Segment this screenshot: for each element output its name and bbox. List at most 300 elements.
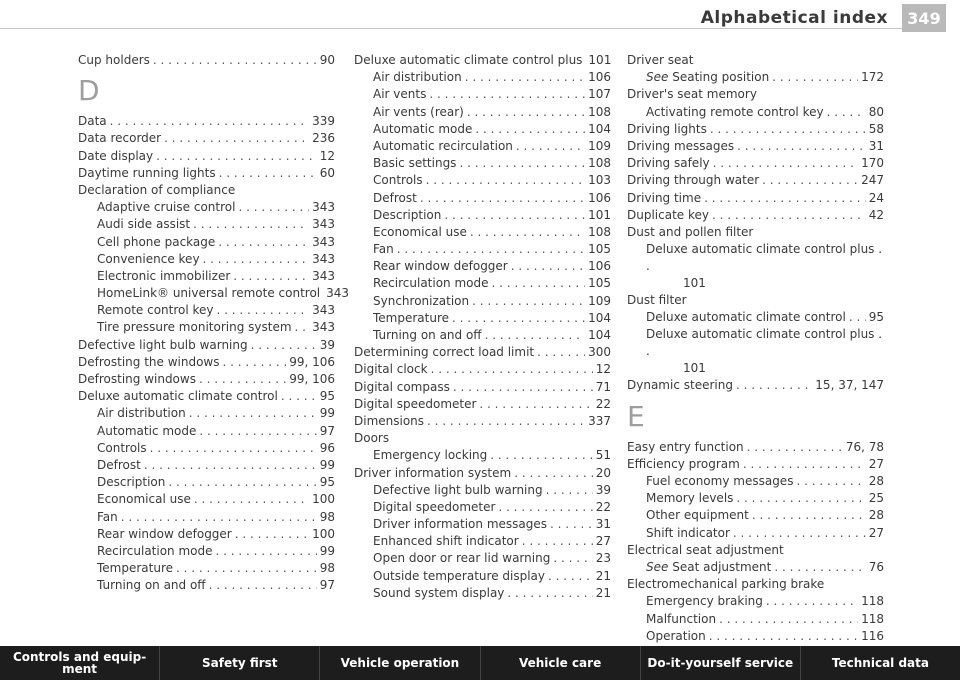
chapter-tab-label: Vehicle operation bbox=[340, 656, 460, 670]
index-term: Rear window defogger bbox=[373, 259, 508, 274]
index-term: Dust and pollen filter bbox=[627, 224, 754, 239]
header-rule bbox=[0, 28, 905, 29]
index-subentry[interactable] bbox=[627, 490, 884, 507]
index-term: Defrosting the windows bbox=[78, 354, 220, 369]
chapter-tab-2[interactable] bbox=[320, 646, 480, 680]
leader-dots bbox=[475, 121, 585, 138]
index-subentry[interactable] bbox=[627, 104, 884, 121]
index-entry[interactable] bbox=[627, 207, 884, 224]
index-pages: 95 bbox=[319, 389, 335, 404]
index-pages: 106 bbox=[588, 259, 611, 274]
index-heading bbox=[627, 52, 884, 69]
index-heading bbox=[354, 430, 611, 447]
index-term: Digital clock bbox=[354, 362, 428, 377]
index-subentry[interactable] bbox=[354, 138, 611, 155]
index-pages: 39 bbox=[319, 337, 335, 352]
index-term: Driver's seat memory bbox=[627, 87, 757, 102]
index-pages: 28 bbox=[868, 508, 884, 523]
index-subentry[interactable] bbox=[354, 585, 611, 602]
leader-dots bbox=[827, 104, 866, 121]
index-entry[interactable] bbox=[78, 371, 335, 388]
leader-dots bbox=[420, 190, 585, 207]
leader-dots bbox=[736, 490, 865, 507]
leader-dots bbox=[470, 224, 585, 241]
index-term: Description bbox=[373, 207, 442, 222]
index-term: Convenience key bbox=[97, 251, 200, 266]
leader-dots bbox=[209, 577, 317, 594]
leader-dots bbox=[774, 559, 865, 576]
index-pages: 21 bbox=[595, 568, 611, 583]
index-entry[interactable] bbox=[354, 344, 611, 361]
leader-dots bbox=[762, 172, 858, 189]
index-term: Other equipment bbox=[646, 508, 749, 523]
index-pages: 12 bbox=[319, 148, 335, 163]
index-term: Recirculation mode bbox=[97, 543, 213, 558]
index-term: Declaration of compliance bbox=[78, 182, 236, 197]
index-entry[interactable] bbox=[627, 172, 884, 189]
index-term: Tire pressure monitoring system bbox=[97, 320, 292, 335]
index-term: Defective light bulb warning bbox=[78, 337, 248, 352]
index-subentry[interactable] bbox=[78, 268, 335, 285]
leader-dots bbox=[467, 104, 585, 121]
index-term: Seating position bbox=[672, 70, 770, 85]
index-pages: 80 bbox=[868, 104, 884, 119]
leader-dots bbox=[219, 165, 317, 182]
index-entry[interactable] bbox=[78, 337, 335, 354]
leader-dots bbox=[522, 533, 593, 550]
leader-dots bbox=[766, 593, 858, 610]
index-heading bbox=[627, 224, 884, 241]
leader-dots bbox=[733, 525, 866, 542]
index-term: Deluxe automatic climate control plus . . bbox=[646, 242, 883, 274]
leader-dots bbox=[713, 155, 858, 172]
chapter-tab-label: Safety first bbox=[201, 656, 278, 670]
leader-dots bbox=[233, 268, 309, 285]
index-pages: 97 bbox=[319, 423, 335, 438]
index-entry[interactable] bbox=[354, 379, 611, 396]
index-term: Controls bbox=[97, 440, 147, 455]
leader-dots bbox=[199, 423, 316, 440]
index-subentry[interactable] bbox=[354, 499, 611, 516]
index-term: Controls bbox=[373, 173, 423, 188]
index-term: Digital speedometer bbox=[354, 396, 477, 411]
index-term: Dust filter bbox=[627, 293, 687, 308]
index-pages: 236 bbox=[312, 131, 335, 146]
index-subentry[interactable] bbox=[627, 611, 884, 628]
leader-dots bbox=[222, 354, 286, 371]
index-entry[interactable] bbox=[78, 388, 335, 405]
index-term: Deluxe automatic climate control bbox=[646, 310, 846, 325]
chapter-tab-label: Controls and equip- ment bbox=[12, 650, 147, 676]
index-subentry[interactable] bbox=[627, 309, 884, 326]
index-pages: 101 bbox=[683, 361, 706, 376]
index-pages: 104 bbox=[588, 121, 611, 136]
leader-dots bbox=[796, 473, 865, 490]
index-term: Fan bbox=[97, 509, 118, 524]
leader-dots bbox=[479, 396, 592, 413]
index-term: Temperature bbox=[373, 310, 450, 325]
index-term: Driving time bbox=[627, 190, 702, 205]
index-pages: 118 bbox=[861, 611, 884, 626]
index-term: Temperature bbox=[97, 561, 174, 576]
index-term: Driver information system bbox=[354, 465, 512, 480]
index-term: Dynamic steering bbox=[627, 378, 733, 393]
index-term: Digital compass bbox=[354, 379, 450, 394]
index-term: Dimensions bbox=[354, 413, 425, 428]
index-pages: 95 bbox=[868, 310, 884, 325]
index-subentry[interactable] bbox=[78, 440, 335, 457]
index-term: Automatic mode bbox=[373, 121, 473, 136]
leader-dots bbox=[194, 491, 309, 508]
index-pages: 24 bbox=[868, 190, 884, 205]
index-pages: 96 bbox=[319, 440, 335, 455]
index-term: Recirculation mode bbox=[373, 276, 489, 291]
leader-dots bbox=[743, 456, 866, 473]
index-term: Data recorder bbox=[78, 131, 162, 146]
index-subentry[interactable] bbox=[354, 207, 611, 224]
leader-dots bbox=[235, 526, 309, 543]
leader-dots bbox=[498, 499, 592, 516]
index-pages: 106 bbox=[588, 70, 611, 85]
index-subentry[interactable] bbox=[78, 491, 335, 508]
index-subentry[interactable] bbox=[78, 526, 335, 543]
leader-dots bbox=[121, 509, 317, 526]
index-term: Automatic mode bbox=[97, 423, 197, 438]
index-term: Rear window defogger bbox=[97, 526, 232, 541]
index-entry[interactable] bbox=[354, 52, 611, 69]
index-heading bbox=[627, 576, 884, 593]
index-subentry[interactable] bbox=[78, 319, 335, 336]
index-term: Deluxe automatic climate control plus . . bbox=[646, 327, 883, 359]
index-subentry[interactable] bbox=[627, 326, 884, 377]
index-term: Operation bbox=[646, 628, 706, 643]
index-pages: 108 bbox=[588, 156, 611, 171]
index-term: HomeLink® universal remote control bbox=[97, 286, 321, 301]
index-subentry[interactable] bbox=[78, 423, 335, 440]
index-pages: 31 bbox=[868, 138, 884, 153]
index-subentry[interactable] bbox=[354, 86, 611, 103]
index-pages: 116 bbox=[861, 628, 884, 643]
index-subentry[interactable] bbox=[354, 155, 611, 172]
index-pages: 51 bbox=[595, 448, 611, 463]
index-entry[interactable] bbox=[78, 113, 335, 130]
index-pages: 103 bbox=[588, 173, 611, 188]
leader-dots bbox=[516, 138, 585, 155]
index-pages: 109 bbox=[588, 138, 611, 153]
leader-dots bbox=[397, 241, 585, 258]
chapter-tab-3[interactable] bbox=[481, 646, 641, 680]
index-term: Defrost bbox=[97, 457, 141, 472]
leader-dots bbox=[747, 439, 843, 456]
index-pages: 343 bbox=[312, 234, 335, 249]
index-subentry[interactable] bbox=[78, 302, 335, 319]
index-entry[interactable] bbox=[627, 377, 884, 394]
index-subentry[interactable] bbox=[354, 447, 611, 464]
index-entry[interactable] bbox=[627, 190, 884, 207]
index-term: Emergency locking bbox=[373, 448, 488, 463]
index-entry[interactable] bbox=[627, 121, 884, 138]
index-entry[interactable] bbox=[354, 396, 611, 413]
leader-dots bbox=[295, 319, 310, 336]
index-term: Outside temperature display bbox=[373, 568, 546, 583]
index-term: Digital speedometer bbox=[373, 499, 496, 514]
index-pages: 99, 106 bbox=[289, 354, 335, 369]
index-subentry[interactable] bbox=[354, 327, 611, 344]
index-term: Seat adjustment bbox=[672, 559, 772, 574]
index-entry[interactable] bbox=[354, 413, 611, 430]
index-entry[interactable] bbox=[354, 465, 611, 482]
index-term: Activating remote control key bbox=[646, 104, 824, 119]
leader-dots bbox=[216, 543, 317, 560]
index-term: Data bbox=[78, 114, 107, 129]
index-subentry[interactable] bbox=[627, 559, 884, 576]
index-pages: 109 bbox=[588, 293, 611, 308]
leader-dots bbox=[431, 361, 593, 378]
index-term: Defrosting windows bbox=[78, 372, 196, 386]
index-pages: 98 bbox=[319, 509, 335, 524]
index-pages: 76, 78 bbox=[845, 439, 884, 454]
index-pages: 22 bbox=[595, 499, 611, 514]
index-term: Electrical seat adjustment bbox=[627, 542, 784, 557]
page-title: Alphabetical index bbox=[700, 8, 888, 28]
index-pages: 90 bbox=[319, 53, 335, 67]
index-heading bbox=[627, 542, 884, 559]
index-pages: 343 bbox=[312, 200, 335, 215]
index-pages: 27 bbox=[868, 525, 884, 540]
index-term: Memory levels bbox=[646, 491, 734, 506]
index-subentry[interactable] bbox=[78, 199, 335, 216]
index-term: Turning on and off bbox=[97, 578, 206, 593]
index-pages: 101 bbox=[588, 207, 611, 222]
index-pages: 15, 37, 147 bbox=[815, 378, 884, 393]
index-term: Open door or rear lid warning bbox=[373, 551, 551, 566]
leader-dots bbox=[737, 138, 866, 155]
index-term: Doors bbox=[354, 431, 390, 446]
index-subentry[interactable] bbox=[78, 509, 335, 526]
index-heading bbox=[627, 86, 884, 103]
leader-dots bbox=[193, 216, 309, 233]
index-term: Fuel economy messages bbox=[646, 474, 794, 488]
leader-dots bbox=[217, 302, 310, 319]
index-pages: 22 bbox=[595, 396, 611, 411]
index-term: Driving through water bbox=[627, 173, 760, 188]
leader-dots bbox=[849, 309, 866, 326]
index-subentry[interactable] bbox=[78, 234, 335, 251]
index-pages: 343 bbox=[312, 217, 335, 232]
index-pages: 60 bbox=[319, 165, 335, 180]
index-pages: 76 bbox=[868, 559, 884, 574]
index-subentry[interactable] bbox=[78, 457, 335, 474]
index-term: Defrost bbox=[373, 190, 417, 205]
index-entry[interactable] bbox=[78, 354, 335, 371]
leader-dots bbox=[485, 327, 586, 344]
leader-dots bbox=[704, 190, 866, 207]
section-letter: E bbox=[627, 399, 645, 433]
leader-dots bbox=[752, 507, 866, 524]
index-term: Cup holders bbox=[78, 53, 150, 67]
leader-dots bbox=[472, 293, 585, 310]
chapter-tab-label: Do-it-yourself service bbox=[647, 656, 794, 670]
chapter-tab-label: Vehicle care bbox=[518, 656, 602, 670]
index-subentry[interactable] bbox=[354, 482, 611, 499]
leader-dots bbox=[709, 628, 858, 645]
index-term: Air vents bbox=[373, 87, 427, 102]
index-pages: 42 bbox=[868, 207, 884, 222]
index-subentry[interactable] bbox=[354, 258, 611, 275]
index-heading bbox=[627, 292, 884, 309]
index-term: Deluxe automatic climate control bbox=[78, 389, 278, 404]
index-subentry[interactable] bbox=[354, 275, 611, 292]
leader-dots bbox=[553, 550, 592, 567]
index-pages: 172 bbox=[861, 70, 884, 85]
index-term: Economical use bbox=[373, 224, 467, 239]
index-subentry[interactable] bbox=[354, 121, 611, 138]
leader-dots bbox=[218, 234, 309, 251]
index-subentry[interactable] bbox=[354, 568, 611, 585]
index-term: Driving lights bbox=[627, 121, 707, 136]
index-subentry[interactable] bbox=[354, 224, 611, 241]
index-subentry[interactable] bbox=[627, 593, 884, 610]
index-entry[interactable] bbox=[78, 165, 335, 182]
index-term: Turning on and off bbox=[373, 328, 482, 342]
index-subentry[interactable] bbox=[78, 216, 335, 233]
index-pages: 339 bbox=[312, 114, 335, 129]
chapter-tab-0[interactable] bbox=[0, 646, 160, 680]
leader-dots bbox=[153, 52, 317, 69]
index-pages: 343 bbox=[312, 251, 335, 266]
leader-dots bbox=[772, 69, 858, 86]
index-pages: 25 bbox=[868, 491, 884, 506]
leader-dots bbox=[251, 337, 317, 354]
index-entry[interactable] bbox=[78, 130, 335, 147]
index-entry[interactable] bbox=[78, 148, 335, 165]
index-pages: 247 bbox=[861, 173, 884, 188]
index-subentry[interactable] bbox=[627, 69, 884, 86]
index-entry[interactable] bbox=[78, 52, 335, 69]
index-subentry[interactable] bbox=[78, 405, 335, 422]
index-term: Date display bbox=[78, 148, 154, 163]
index-subentry[interactable] bbox=[78, 543, 335, 560]
index-subentry[interactable] bbox=[354, 104, 611, 121]
section-letter: D bbox=[78, 74, 100, 108]
leader-dots bbox=[453, 379, 593, 396]
index-subentry[interactable] bbox=[78, 285, 350, 302]
leader-dots bbox=[429, 86, 585, 103]
index-subentry[interactable] bbox=[78, 560, 335, 577]
index-term: Emergency braking bbox=[646, 594, 763, 609]
chapter-tab-1[interactable] bbox=[160, 646, 320, 680]
page-number: 349 bbox=[902, 4, 946, 32]
index-subentry[interactable] bbox=[354, 310, 611, 327]
index-subentry[interactable] bbox=[354, 241, 611, 258]
index-term: Automatic recirculation bbox=[373, 138, 513, 153]
index-term: Driver seat bbox=[627, 53, 694, 67]
index-entry[interactable] bbox=[627, 155, 884, 172]
leader-dots bbox=[492, 275, 586, 292]
index-entry[interactable] bbox=[627, 439, 884, 456]
index-pages: 99 bbox=[319, 543, 335, 558]
index-subentry[interactable] bbox=[354, 550, 611, 567]
index-subentry[interactable] bbox=[78, 251, 335, 268]
leader-dots bbox=[459, 155, 585, 172]
leader-dots bbox=[427, 413, 585, 430]
index-pages: 100 bbox=[312, 526, 335, 541]
index-pages: 343 bbox=[326, 286, 350, 301]
index-subentry[interactable] bbox=[627, 473, 884, 490]
leader-dots bbox=[444, 207, 585, 224]
index-pages: 108 bbox=[588, 104, 611, 119]
leader-dots bbox=[537, 344, 585, 361]
leader-dots bbox=[548, 568, 593, 585]
index-pages: 97 bbox=[319, 578, 335, 593]
index-subentry[interactable] bbox=[627, 628, 884, 645]
leader-dots bbox=[546, 482, 593, 499]
index-pages: 21 bbox=[595, 585, 611, 600]
leader-dots bbox=[238, 199, 309, 216]
index-term: Remote control key bbox=[97, 303, 214, 318]
leader-dots bbox=[514, 465, 593, 482]
index-pages: 95 bbox=[319, 475, 335, 490]
index-term: Efficiency program bbox=[627, 456, 740, 471]
chapter-tab-5[interactable] bbox=[801, 646, 960, 680]
index-pages: 106 bbox=[588, 190, 611, 205]
index-term: Easy entry function bbox=[627, 439, 744, 454]
index-subentry[interactable] bbox=[627, 241, 884, 292]
index-term: Driving messages bbox=[627, 138, 735, 153]
index-pages: 99, 106 bbox=[289, 372, 335, 386]
index-pages: 105 bbox=[588, 242, 611, 257]
index-subentry[interactable] bbox=[78, 474, 335, 491]
index-term: Air vents (rear) bbox=[373, 104, 464, 119]
index-entry[interactable] bbox=[627, 456, 884, 473]
index-term: Fan bbox=[373, 242, 394, 257]
index-subentry[interactable] bbox=[78, 577, 335, 594]
index-subentry[interactable] bbox=[354, 69, 611, 86]
index-term: Deluxe automatic climate control plus bbox=[354, 53, 583, 67]
chapter-tab-4[interactable] bbox=[641, 646, 801, 680]
index-subentry[interactable] bbox=[354, 190, 611, 207]
index-subentry[interactable] bbox=[627, 525, 884, 542]
index-term: Audi side assist bbox=[97, 217, 191, 232]
index-pages: 118 bbox=[861, 594, 884, 609]
leader-dots bbox=[156, 148, 317, 165]
index-term: Electronic immobilizer bbox=[97, 268, 231, 283]
index-entry[interactable] bbox=[354, 361, 611, 378]
index-subentry[interactable] bbox=[354, 172, 611, 189]
index-pages: 343 bbox=[312, 268, 335, 283]
index-entry[interactable] bbox=[627, 138, 884, 155]
index-term: Cell phone package bbox=[97, 234, 216, 249]
index-subentry[interactable] bbox=[354, 533, 611, 550]
index-pages: 99 bbox=[319, 457, 335, 472]
index-pages: 105 bbox=[588, 276, 611, 291]
leader-dots bbox=[150, 440, 317, 457]
index-term: Basic settings bbox=[373, 156, 457, 171]
index-pages: 104 bbox=[588, 328, 611, 342]
index-pages: 27 bbox=[595, 534, 611, 549]
index-term: Sound system display bbox=[373, 585, 505, 600]
index-term: Driving safely bbox=[627, 156, 710, 171]
index-subentry[interactable] bbox=[354, 293, 611, 310]
index-pages: 104 bbox=[588, 310, 611, 325]
index-pages: 12 bbox=[595, 362, 611, 377]
index-subentry[interactable] bbox=[354, 516, 611, 533]
index-heading bbox=[78, 182, 335, 199]
leader-dots bbox=[710, 121, 866, 138]
index-pages: 71 bbox=[595, 379, 611, 394]
index-subentry[interactable] bbox=[627, 507, 884, 524]
leader-dots bbox=[176, 560, 317, 577]
